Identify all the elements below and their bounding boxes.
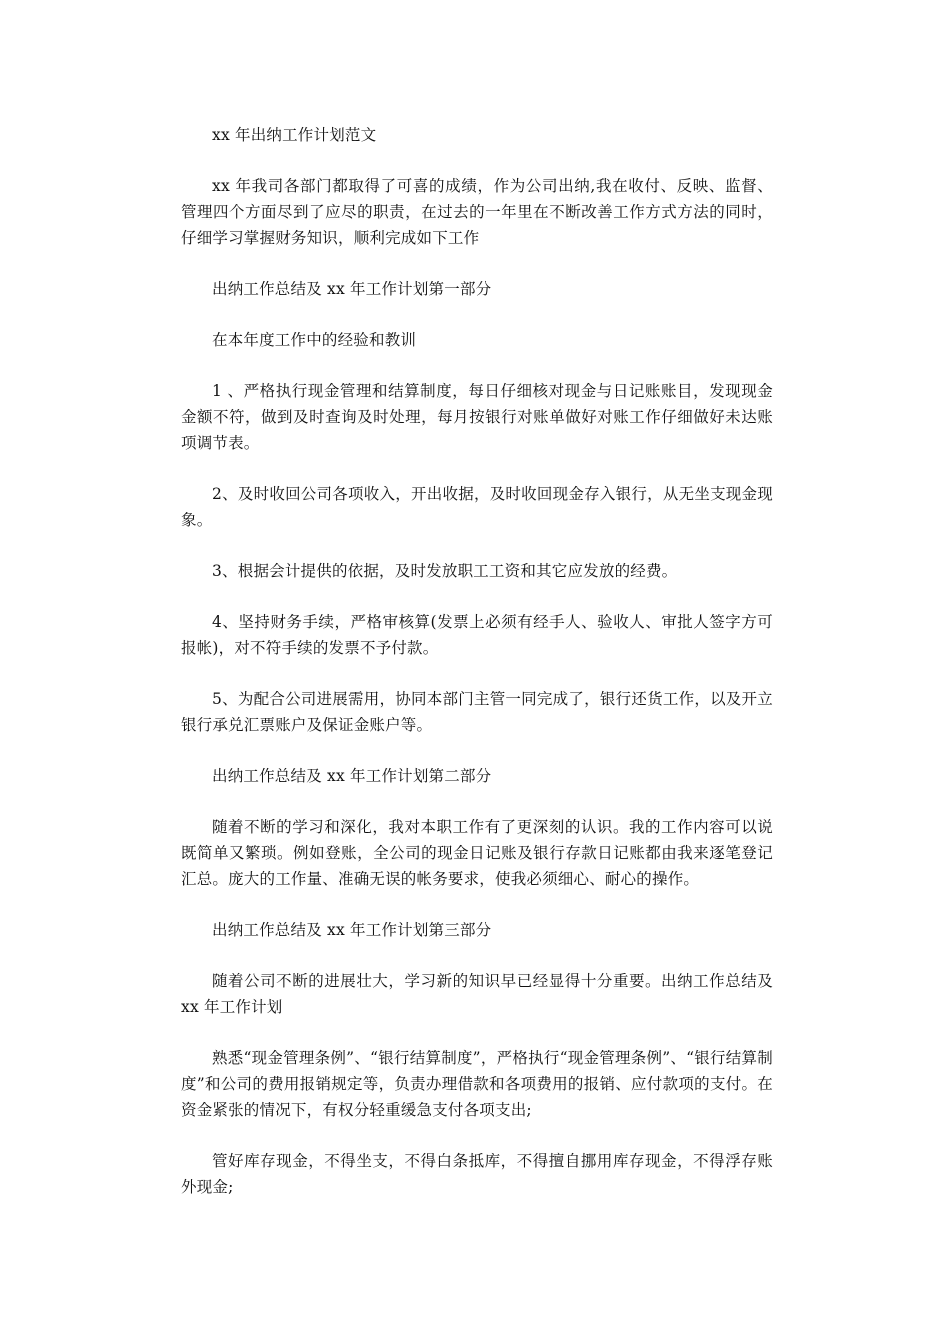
- subheading-experience: 在本年度工作中的经验和教训: [212, 331, 417, 349]
- list-item-5: 5、为配合公司进展需用，协同本部门主管一同完成了，银行还货工作，以及开立银行承兑汇票账户及保证金账户等。: [181, 690, 773, 734]
- paragraph-part-three: 随着公司不断的进展壮大，学习新的知识早已经显得十分重要。出纳工作总结及 xx 年工作计划: [181, 972, 773, 1016]
- paragraph-cash-management: 管好库存现金，不得坐支，不得白条抵库，不得擅自挪用库存现金，不得浮存账外现金;: [181, 1152, 773, 1196]
- paragraph-regulations: 熟悉“现金管理条例”、“银行结算制度”，严格执行“现金管理条例”、“银行结算制度”和公司的费用报销规定等，负责办理借款和各项费用的报销、应付款项的支付。在资金紧张的情况下，有权分轻重缓急支付各项支出;: [181, 1049, 773, 1119]
- section-heading-part-one: 出纳工作总结及 xx 年工作计划第一部分: [212, 280, 492, 298]
- list-item-1: 1 、严格执行现金管理和结算制度，每日仔细核对现金与日记账账目，发现现金金额不符，做到及时查询及时处理，每月按银行对账单做好对账工作仔细做好未达账项调节表。: [181, 382, 773, 452]
- paragraph-intro: xx 年我司各部门都取得了可喜的成绩，作为公司出纳,我在收付、反映、监督、管理四个方面尽到了应尽的职责，在过去的一年里在不断改善工作方式方法的同时，仔细学习掌握财务知识，顺利完成如下工作: [181, 177, 773, 247]
- document-page: [181, 122, 773, 1225]
- list-item-3: 3、根据会计提供的依据，及时发放职工工资和其它应发放的经费。: [212, 562, 678, 580]
- list-item-2: 2、及时收回公司各项收入，开出收据，及时收回现金存入银行，从无坐支现金现象。: [181, 485, 773, 529]
- section-heading-part-two: 出纳工作总结及 xx 年工作计划第二部分: [212, 767, 492, 785]
- paragraph-part-two: 随着不断的学习和深化，我对本职工作有了更深刻的认识。我的工作内容可以说既简单又繁琐。例如登账，全公司的现金日记账及银行存款日记账都由我来逐笔登记汇总。庞大的工作量、准确无误的帐务要求，使我必须细心、耐心的操作。: [181, 818, 773, 888]
- document-title: xx 年出纳工作计划范文: [212, 126, 377, 144]
- list-item-4: 4、坚持财务手续，严格审核算(发票上必须有经手人、验收人、审批人签字方可报帐)，对不符手续的发票不予付款。: [181, 613, 773, 657]
- section-heading-part-three: 出纳工作总结及 xx 年工作计划第三部分: [212, 921, 492, 939]
